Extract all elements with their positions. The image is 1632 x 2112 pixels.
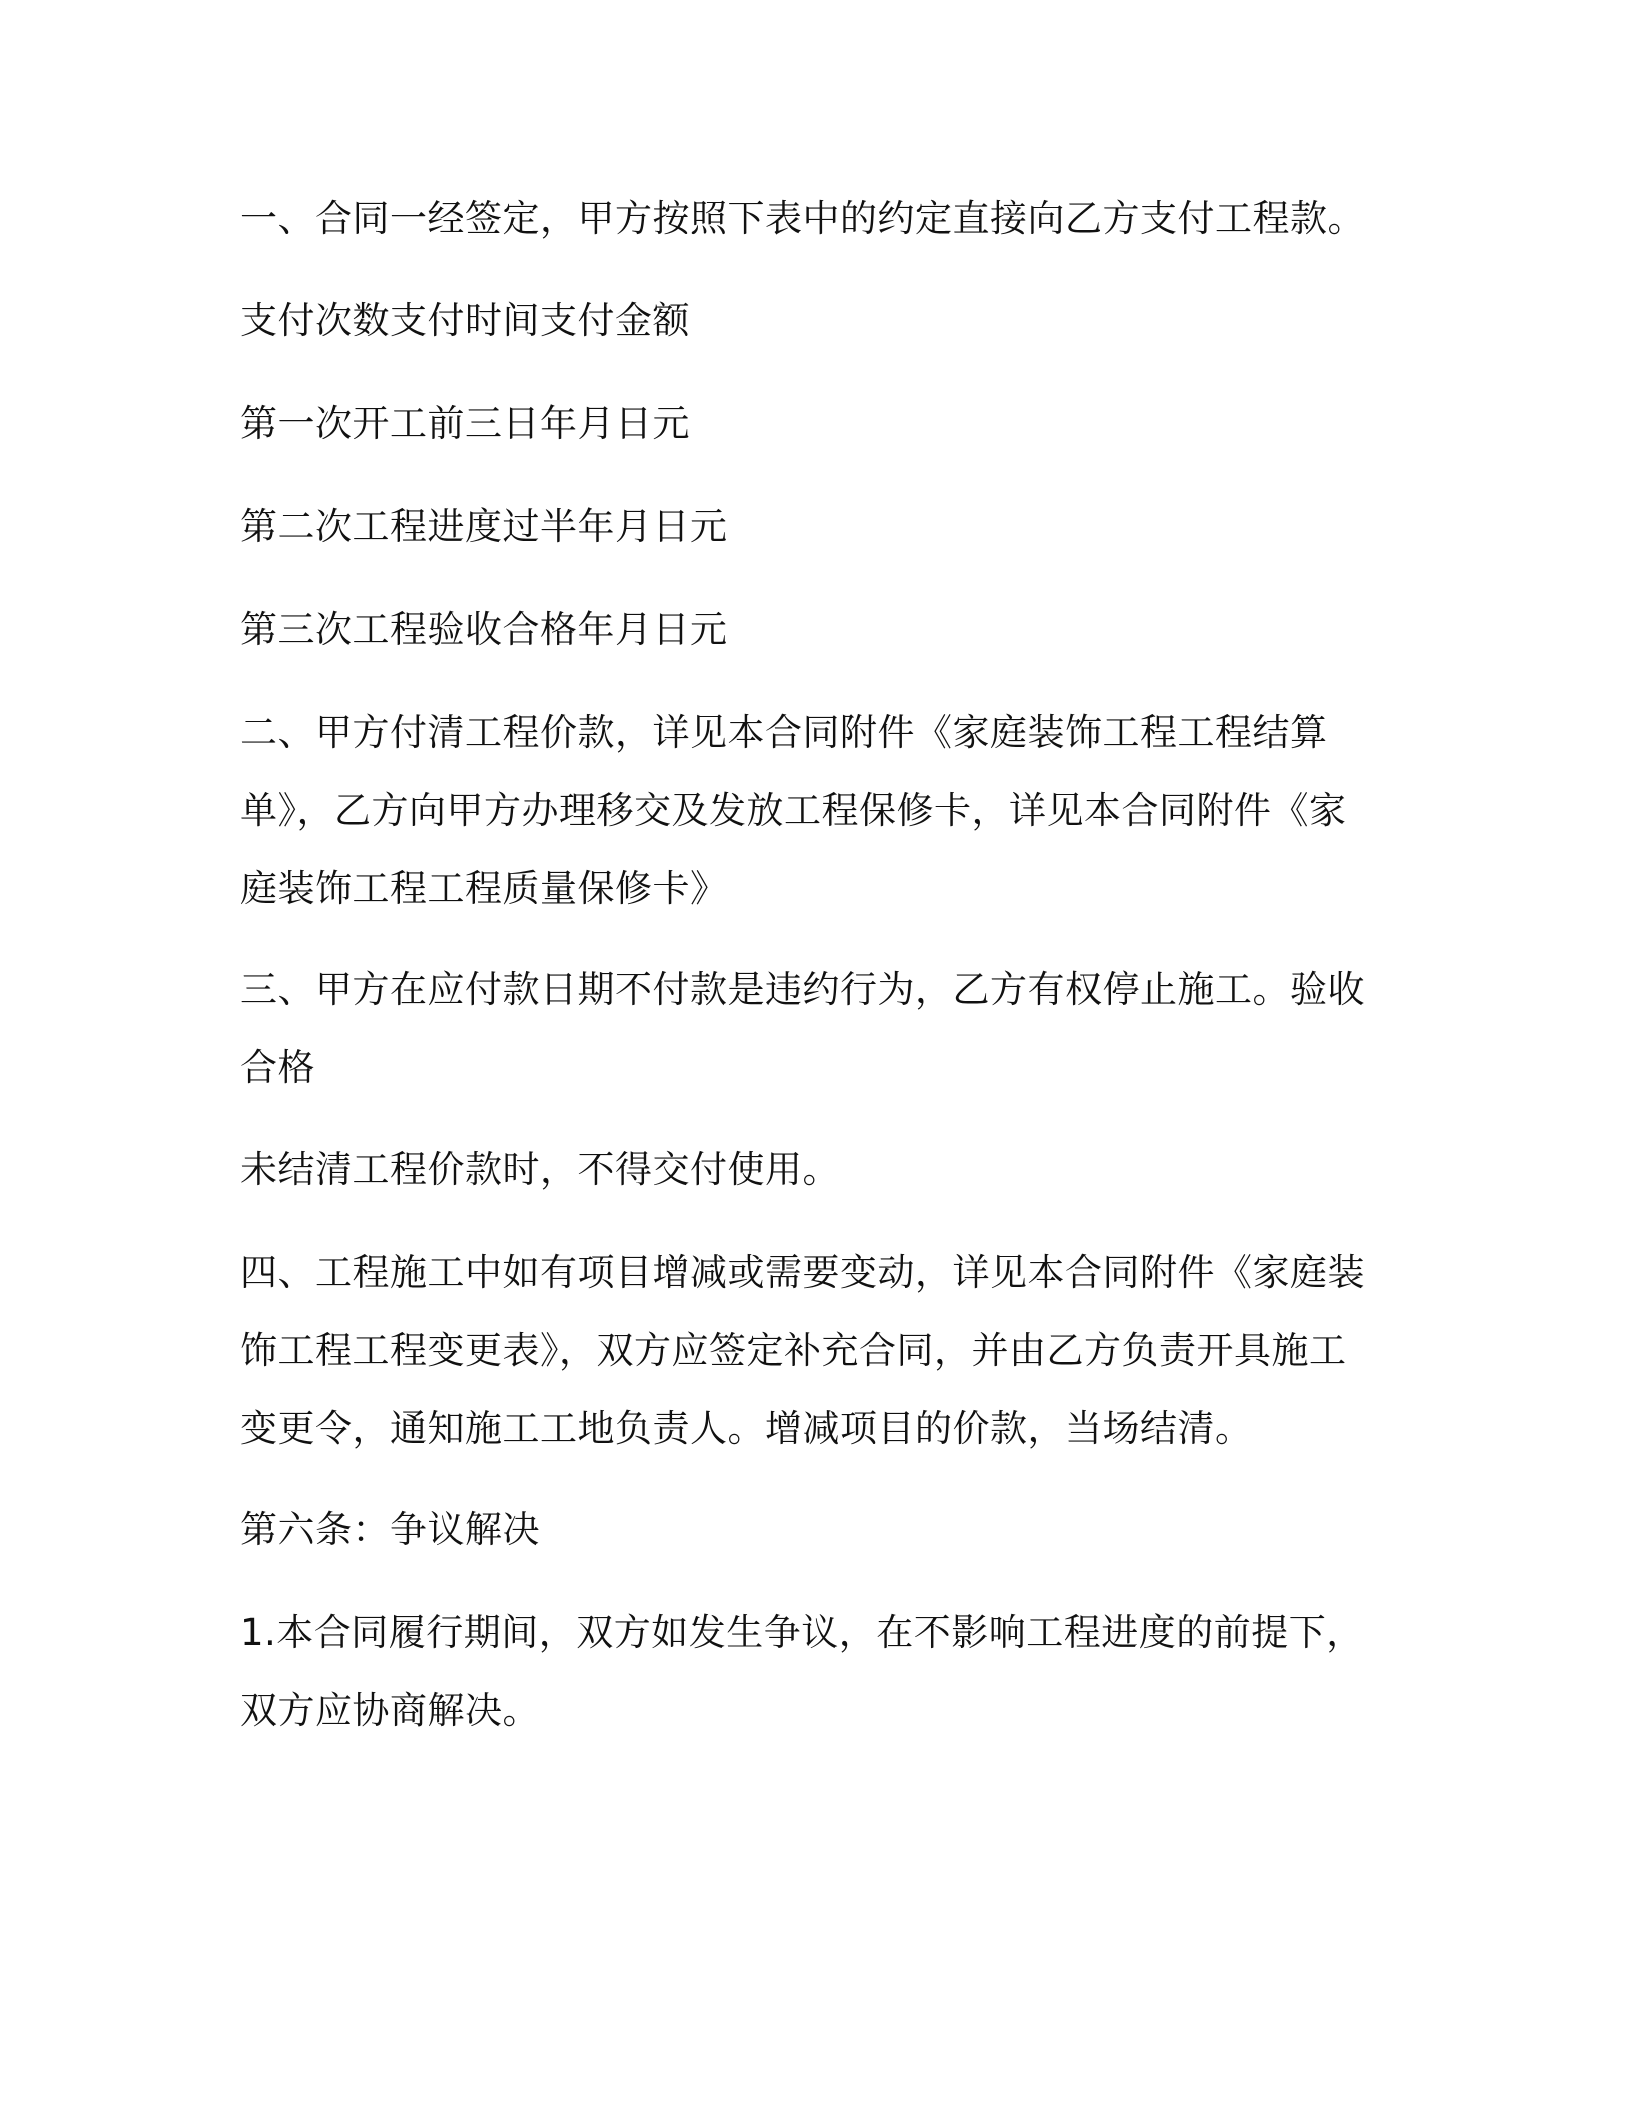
text-line: 第三次工程验收合格年月日元 bbox=[240, 608, 728, 651]
text-line: 四、工程施工中如有项目增减或需要变动，详见本合同附件《家庭装 bbox=[240, 1251, 1365, 1294]
text-line: 一、合同一经签定，甲方按照下表中的约定直接向乙方支付工程款。 bbox=[240, 197, 1365, 240]
clause-3-paragraph bbox=[240, 951, 1365, 1107]
text-line: 第六条：争议解决 bbox=[240, 1508, 540, 1551]
text-line: 二、甲方付清工程价款，详见本合同附件《家庭装饰工程工程结算 bbox=[240, 711, 1328, 754]
clause-4-paragraph bbox=[240, 1234, 1365, 1468]
text-line: 未结清工程价款时，不得交付使用。 bbox=[240, 1148, 840, 1191]
payment-row-first bbox=[240, 385, 1360, 463]
text-line: 第一次开工前三日年月日元 bbox=[240, 402, 690, 445]
text-line: 三、甲方在应付款日期不付款是违约行为，乙方有权停止施工。验收 bbox=[240, 968, 1365, 1011]
text-line: 1.本合同履行期间，双方如发生争议，在不影响工程进度的前提下， bbox=[240, 1611, 1364, 1654]
clause-2-paragraph bbox=[240, 694, 1360, 928]
payment-row-third bbox=[240, 591, 1360, 669]
payment-row-second bbox=[240, 488, 1360, 566]
text-line: 合格 bbox=[240, 1046, 315, 1089]
text-line: 变更令，通知施工工地负责人。增减项目的价款，当场结清。 bbox=[240, 1407, 1253, 1450]
clause-3-continuation bbox=[240, 1131, 1360, 1209]
payment-table-header bbox=[240, 282, 1360, 360]
text-line: 第二次工程进度过半年月日元 bbox=[240, 505, 728, 548]
text-line: 庭装饰工程工程质量保修卡》 bbox=[240, 867, 728, 910]
clause-1-paragraph bbox=[240, 180, 1365, 258]
text-line: 饰工程工程变更表》，双方应签定补充合同，并由乙方负责开具施工 bbox=[240, 1329, 1347, 1372]
article-6-heading bbox=[240, 1491, 1360, 1569]
text-line: 双方应协商解决。 bbox=[240, 1689, 540, 1732]
text-line: 支付次数支付时间支付金额 bbox=[240, 299, 690, 342]
dispute-item-1-paragraph bbox=[240, 1594, 1364, 1750]
text-line: 单》，乙方向甲方办理移交及发放工程保修卡，详见本合同附件《家 bbox=[240, 789, 1347, 832]
